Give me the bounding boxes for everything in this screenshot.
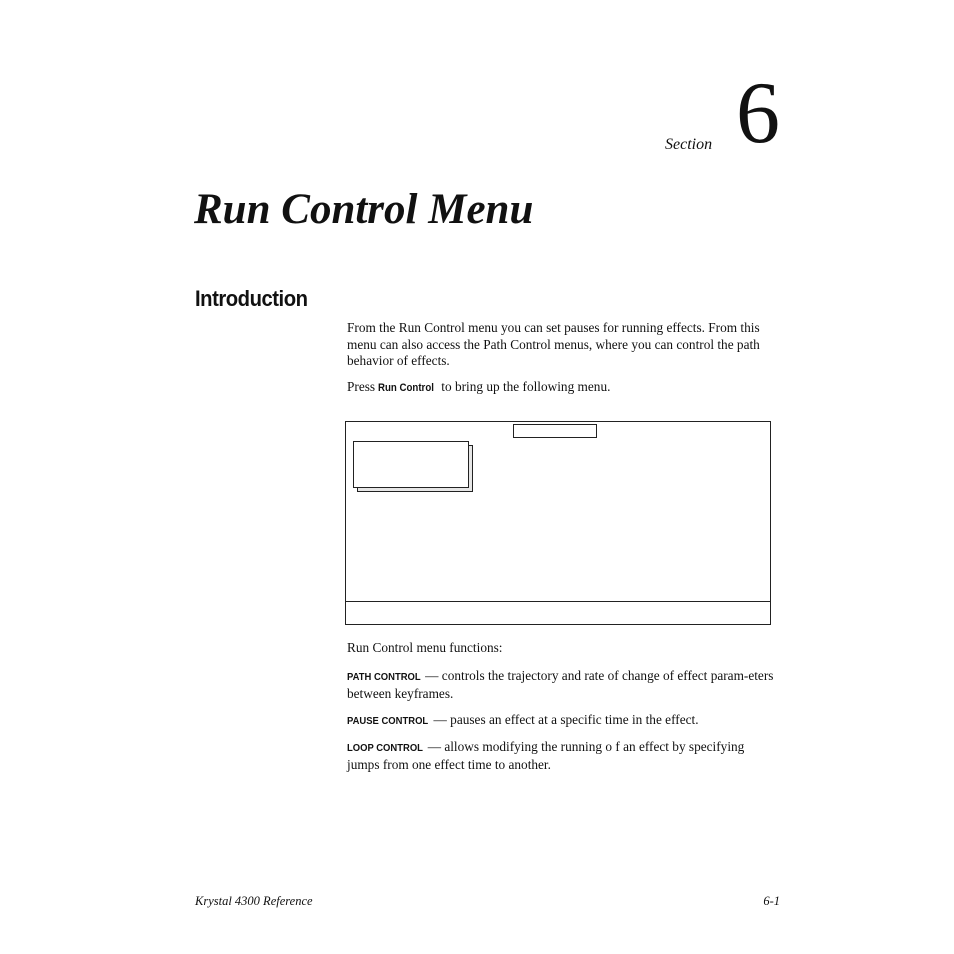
- function-item-loop-control: [347, 739, 779, 773]
- footer-document-title: Krystal 4300 Reference: [195, 894, 313, 908]
- menu-title-box: [513, 424, 597, 438]
- section-label: Section: [665, 136, 713, 153]
- function-name: PATH CONTROL: [347, 671, 421, 683]
- run-control-key: Run Control: [378, 382, 435, 394]
- function-item-path-control: [347, 668, 779, 702]
- function-description: — pauses an effect at a specific time in the effect.: [430, 712, 699, 727]
- press-prefix: Press: [347, 379, 379, 394]
- introduction-heading: Introduction: [195, 286, 308, 311]
- chapter-title: Run Control Menu: [194, 186, 534, 233]
- menu-panel: [353, 441, 469, 488]
- function-name: PAUSE CONTROL: [347, 715, 429, 727]
- functions-intro: Run Control menu functions:: [347, 640, 503, 655]
- section-number: 6: [736, 65, 780, 162]
- press-suffix: to bring up the following menu.: [437, 379, 611, 394]
- function-item-pause-control: [347, 712, 779, 730]
- run-control-menu-figure: [345, 421, 771, 625]
- menu-status-divider: [346, 601, 770, 602]
- introduction-paragraph: From the Run Control menu you can set pauses for running effects. From this menu can also access the Path Control menus, where you can control the path behavior of effects.: [347, 320, 760, 368]
- function-description: — allows modifying the running o f an effect by specifying jumps from one effect time to another.: [347, 739, 745, 772]
- function-description: — controls the trajectory and rate of change of effect param-eters between keyframes.: [347, 668, 774, 701]
- press-instruction: [347, 379, 779, 397]
- footer-page-number: 6-1: [763, 894, 780, 908]
- function-name: LOOP CONTROL: [347, 742, 423, 754]
